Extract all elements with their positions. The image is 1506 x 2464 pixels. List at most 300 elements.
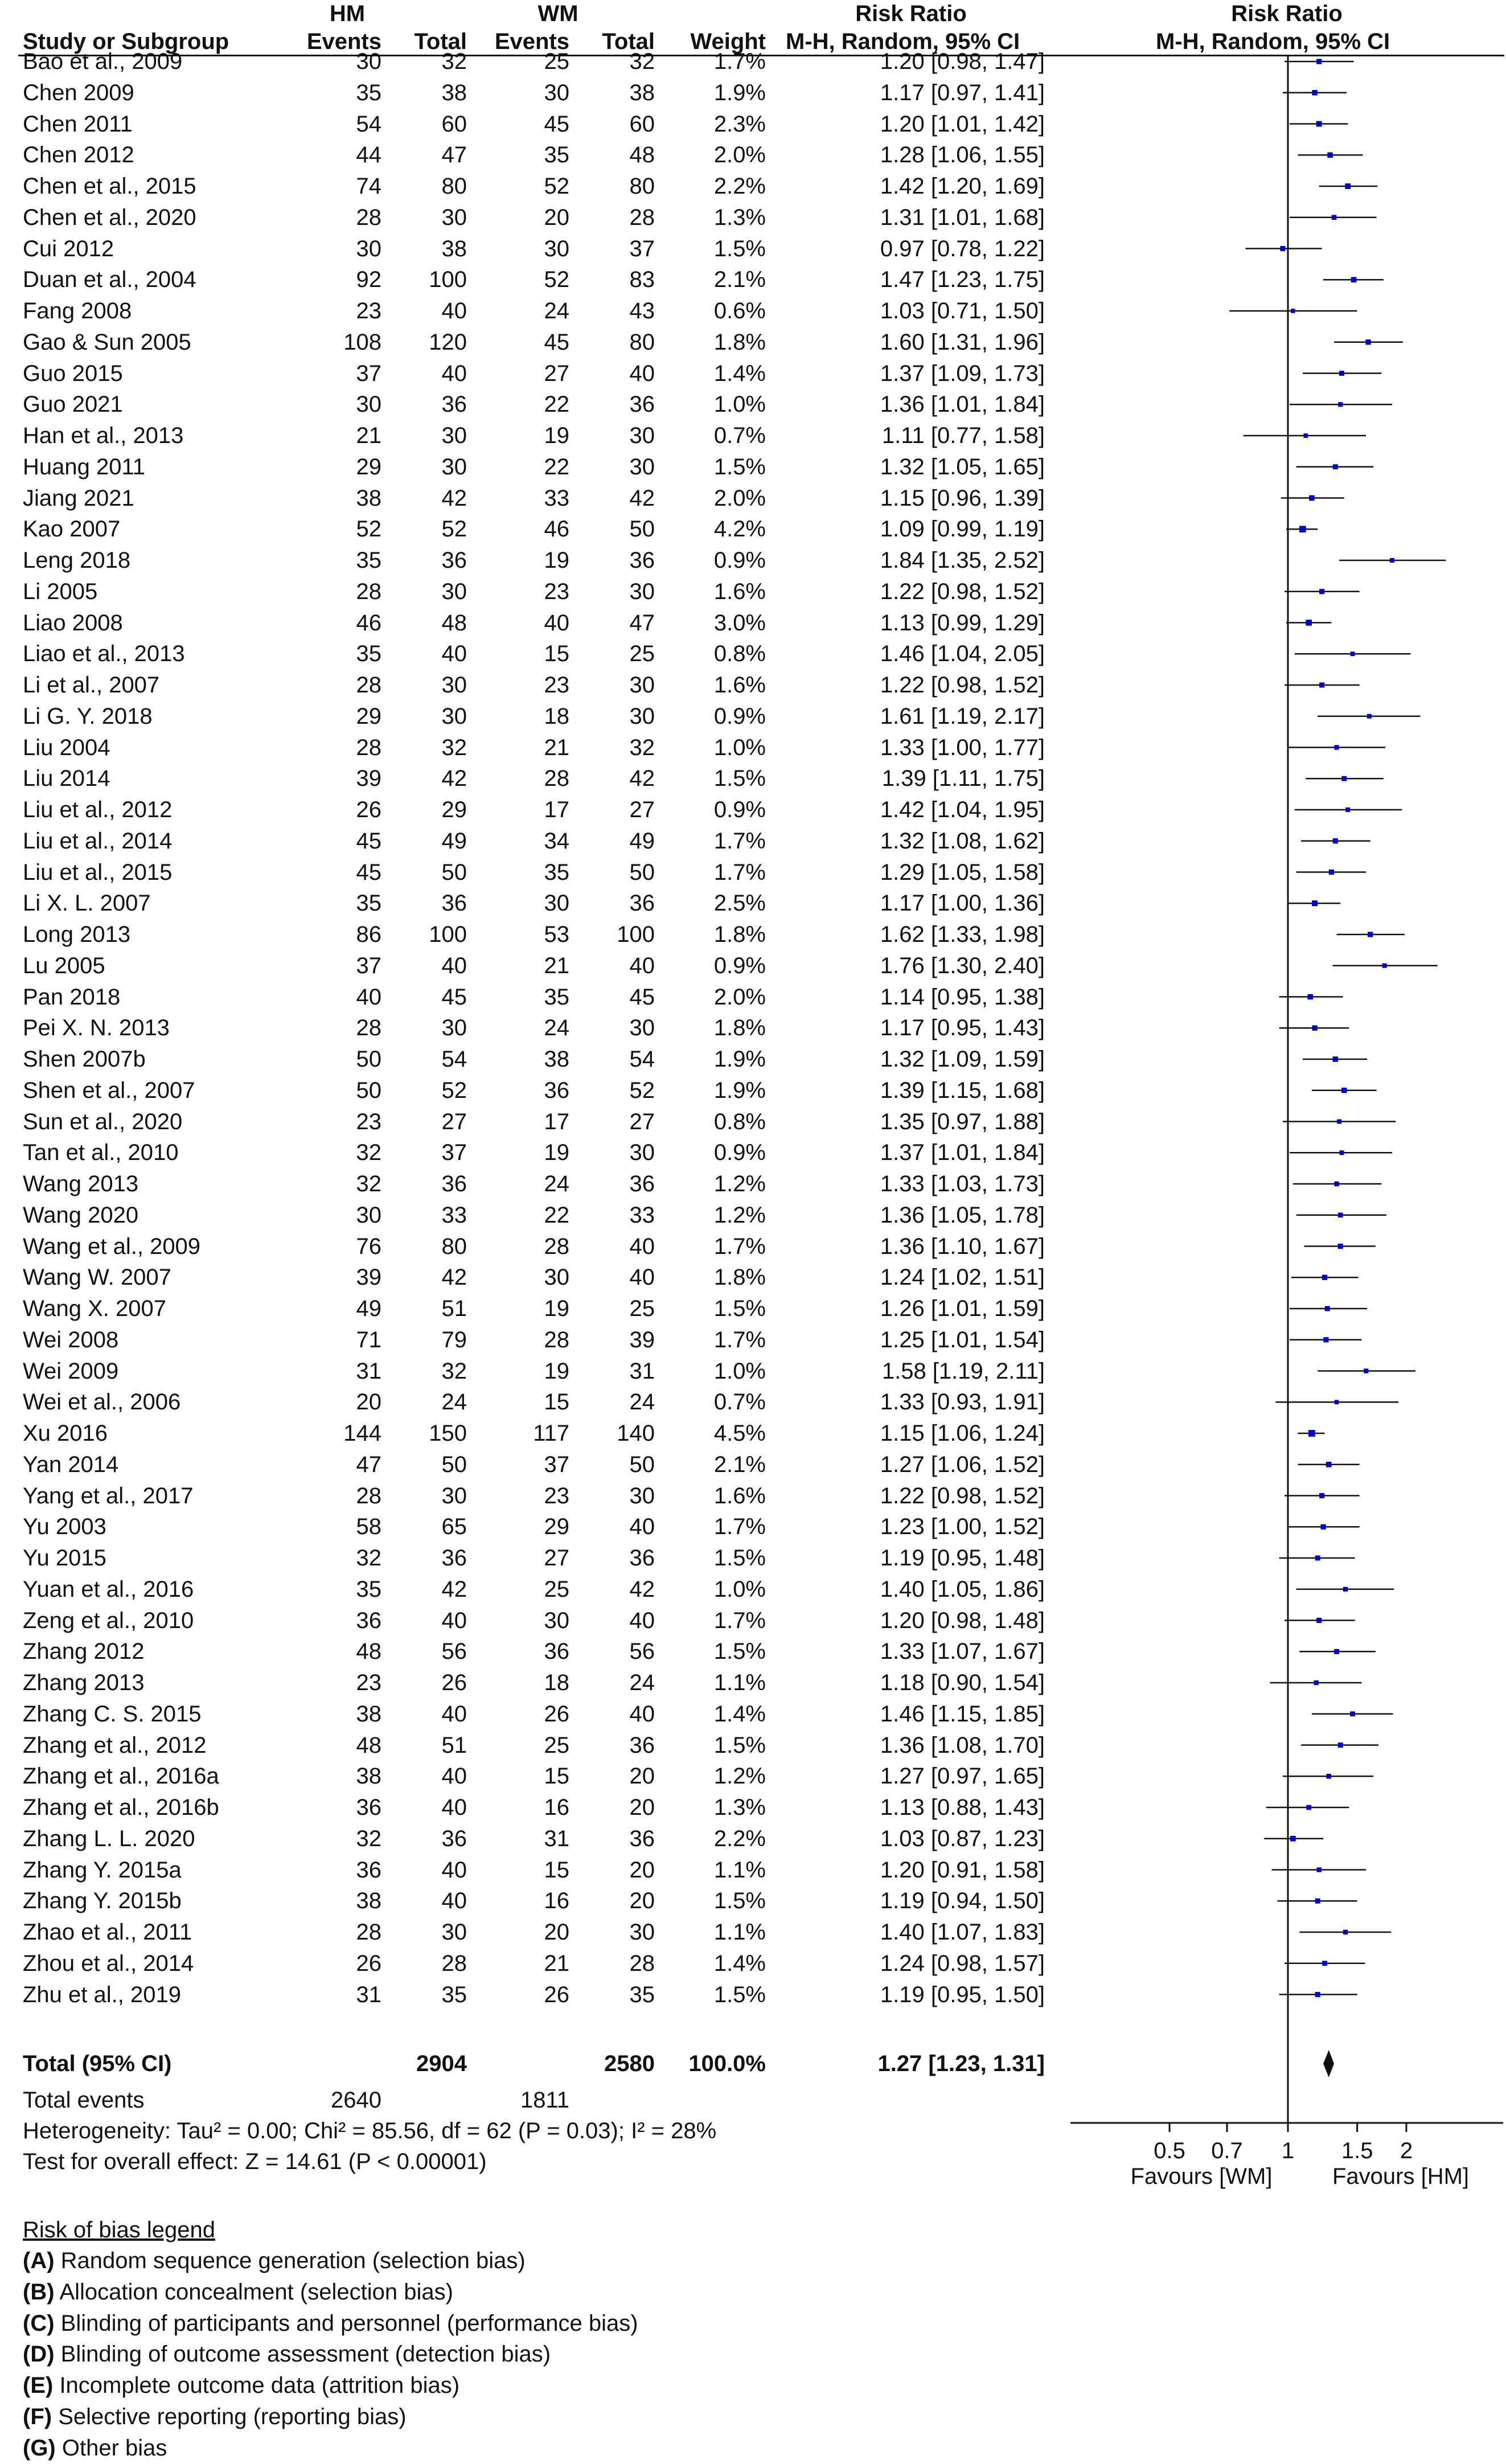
wm-events: 19: [544, 1140, 569, 1166]
rr-ci-value: 1.36 [1.01, 1.84]: [880, 392, 1045, 417]
wm-events: 16: [544, 1795, 569, 1820]
hm-total: 42: [441, 485, 467, 511]
wm-events: 20: [544, 1920, 569, 1945]
wm-total: 25: [629, 1296, 655, 1321]
wm-events: 27: [544, 1545, 569, 1571]
wm-total: 30: [629, 1140, 655, 1166]
effect-square: [1306, 620, 1312, 626]
study-name: Yu 2015: [23, 1545, 106, 1571]
wm-total: 20: [629, 1795, 655, 1820]
wm-events: 40: [544, 610, 569, 636]
hm-total: 40: [441, 1701, 467, 1727]
wm-total: 40: [629, 1608, 655, 1633]
hm-events: 46: [356, 610, 381, 636]
hm-total: 27: [441, 1109, 467, 1134]
effect-square: [1333, 838, 1338, 843]
weight-value: 1.6%: [713, 579, 766, 604]
study-name: Zhang L. L. 2020: [23, 1826, 195, 1851]
hm-events: 52: [356, 516, 381, 542]
hm-total: 30: [441, 1920, 467, 1945]
study-name: Shen et al., 2007: [23, 1077, 195, 1103]
effect-square: [1327, 152, 1333, 158]
hm-events: 31: [356, 1982, 381, 2007]
overall-effect-text: Test for overall effect: Z = 14.61 (P < 0.00001): [23, 2149, 487, 2174]
weight-value: 1.7%: [713, 1608, 766, 1633]
effect-square: [1306, 1805, 1311, 1810]
effect-square: [1335, 1400, 1339, 1404]
rr-ci-value: 1.46 [1.15, 1.85]: [880, 1701, 1045, 1727]
weight-value: 1.6%: [713, 1483, 766, 1508]
hm-total: 42: [441, 766, 467, 792]
study-name: Liao 2008: [23, 610, 123, 636]
wm-events: 37: [544, 1452, 569, 1477]
hm-events: 23: [356, 1670, 381, 1695]
weight-value: 2.0%: [713, 485, 766, 511]
legend-item: [23, 2247, 526, 2274]
hm-events: 23: [356, 298, 381, 323]
hm-events: 28: [356, 1483, 381, 1508]
study-name: Han et al., 2013: [23, 423, 184, 448]
hm-events: 28: [356, 204, 381, 230]
study-name: Kao 2007: [23, 516, 121, 542]
rr-ci-value: 1.25 [1.01, 1.54]: [880, 1327, 1045, 1352]
legend-item-key: (E): [23, 2373, 54, 2398]
hm-total: 29: [441, 797, 467, 822]
study-name: Wang et al., 2009: [23, 1233, 201, 1259]
hm-total: 40: [441, 1857, 467, 1883]
wm-total: 40: [629, 1701, 655, 1727]
study-name: Wei et al., 2006: [23, 1389, 181, 1415]
study-name: Pei X. N. 2013: [23, 1015, 170, 1041]
rr-ci-value: 1.60 [1.31, 1.96]: [880, 329, 1045, 355]
wm-events: 22: [544, 454, 569, 479]
effect-square: [1364, 1368, 1368, 1373]
hm-total: 40: [441, 1795, 467, 1820]
wm-events: 30: [544, 80, 569, 105]
hm-events: 37: [356, 360, 381, 386]
rr-ci-value: 1.27 [1.06, 1.52]: [880, 1452, 1045, 1477]
wm-total: 50: [629, 859, 655, 885]
effect-square: [1315, 1556, 1320, 1561]
wm-total: 36: [629, 392, 655, 417]
rr-ci-value: 1.40 [1.07, 1.83]: [880, 1920, 1045, 1945]
wm-total: 24: [629, 1670, 655, 1695]
weight-value: 1.2%: [713, 1202, 766, 1228]
study-name: Li et al., 2007: [23, 673, 160, 698]
wm-events: 19: [544, 548, 569, 573]
effect-square: [1333, 1056, 1338, 1061]
weight-value: 1.3%: [713, 204, 766, 230]
hm-events: 35: [356, 1576, 381, 1602]
study-name: Chen 2012: [23, 142, 134, 168]
effect-square: [1382, 964, 1387, 968]
study-name: Zhang Y. 2015a: [23, 1857, 182, 1883]
effect-square: [1343, 1587, 1348, 1592]
total-hm-n: 2904: [416, 2051, 467, 2076]
weight-value: 1.7%: [713, 1327, 766, 1352]
weight-value: 1.6%: [713, 673, 766, 698]
study-name: Guo 2015: [23, 360, 123, 386]
study-name: Yu 2003: [23, 1514, 106, 1540]
study-name: Chen 2009: [23, 80, 134, 105]
rr-ci-value: 1.35 [0.97, 1.88]: [880, 1109, 1045, 1134]
effect-square: [1341, 776, 1347, 781]
hm-total: 26: [441, 1670, 467, 1695]
wm-total: 83: [629, 267, 655, 293]
wm-total: 40: [629, 1233, 655, 1259]
hm-events: 35: [356, 891, 381, 916]
total-events-wm: 1811: [520, 2088, 569, 2113]
rr-ci-value: 1.19 [0.95, 1.50]: [880, 1982, 1045, 2007]
rr-ci-value: 1.33 [1.07, 1.67]: [880, 1639, 1045, 1664]
wm-total: 40: [629, 360, 655, 386]
hm-events: 26: [356, 797, 381, 822]
rr-ci-value: 1.37 [1.09, 1.73]: [880, 360, 1045, 386]
hm-events: 28: [356, 1920, 381, 1945]
risk-ratio-header-left: Risk Ratio: [855, 1, 967, 26]
rr-ci-value: 1.20 [0.98, 1.47]: [880, 49, 1045, 74]
hm-total: 40: [441, 298, 467, 323]
wm-total: 45: [629, 984, 655, 1010]
hm-events: 30: [356, 392, 381, 417]
hm-events: 30: [356, 236, 381, 261]
legend-item: [23, 2434, 167, 2462]
study-name: Wang 2020: [23, 1202, 139, 1228]
rr-ci-value: 1.42 [1.20, 1.69]: [880, 174, 1045, 199]
wm-total: 50: [629, 516, 655, 542]
study-name: Zhang et al., 2012: [23, 1732, 207, 1758]
wm-events: 18: [544, 703, 569, 729]
effect-square: [1308, 1430, 1315, 1437]
study-name: Liao et al., 2013: [23, 641, 185, 667]
wm-events: 25: [544, 1576, 569, 1602]
rr-ci-value: 1.39 [1.11, 1.75]: [881, 766, 1045, 792]
wm-total: 49: [629, 828, 655, 854]
hm-events: 38: [356, 1701, 381, 1727]
wm-events: 45: [544, 329, 569, 355]
wm-events: 28: [544, 766, 569, 792]
wm-events: 36: [544, 1077, 569, 1103]
weight-value: 1.7%: [713, 1233, 766, 1259]
wm-events: 15: [544, 1857, 569, 1883]
hm-events: 39: [356, 1265, 381, 1290]
wm-events: 29: [544, 1514, 569, 1540]
hm-total: 54: [441, 1047, 467, 1072]
weight-value: 4.2%: [713, 516, 766, 542]
legend-item: [23, 2310, 638, 2337]
legend-item-key: (G): [23, 2435, 56, 2461]
weight-value: 4.5%: [713, 1421, 766, 1446]
study-name: Zhou et al., 2014: [23, 1950, 194, 1976]
legend-item: [23, 2403, 407, 2430]
weight-value: 1.2%: [713, 1171, 766, 1196]
hm-events: 23: [356, 1109, 381, 1134]
wm-total: 32: [629, 49, 655, 74]
hm-total: 52: [441, 1077, 467, 1103]
hm-total: 51: [441, 1732, 467, 1758]
hm-total: 36: [441, 1545, 467, 1571]
weight-value: 1.1%: [713, 1920, 766, 1945]
weight-value: 2.3%: [713, 111, 766, 137]
wm-total: 36: [629, 1826, 655, 1851]
wm-events: 30: [544, 1608, 569, 1633]
hm-total: 30: [441, 1015, 467, 1041]
wm-total: 20: [629, 1764, 655, 1789]
hm-events: 48: [356, 1639, 381, 1664]
wm-total: 80: [629, 174, 655, 199]
hm-events: 32: [356, 1545, 381, 1571]
weight-value: 1.5%: [713, 766, 766, 792]
hm-total: 50: [441, 1452, 467, 1477]
wm-events: 25: [544, 49, 569, 74]
wm-events: 24: [544, 1171, 569, 1196]
wm-total: 30: [629, 1015, 655, 1041]
study-name: Liu et al., 2014: [23, 828, 173, 854]
wm-total: 28: [629, 204, 655, 230]
study-name: Yuan et al., 2016: [23, 1576, 194, 1602]
study-name: Tan et al., 2010: [23, 1140, 179, 1166]
hm-events: 28: [356, 735, 381, 760]
weight-value: 1.0%: [713, 735, 766, 760]
effect-square: [1317, 1867, 1322, 1872]
study-name: Sun et al., 2020: [23, 1109, 183, 1134]
wm-events: 25: [544, 1732, 569, 1758]
rr-ci-value: 1.32 [1.09, 1.59]: [880, 1047, 1045, 1072]
wm-total: 42: [629, 766, 655, 792]
study-name: Pan 2018: [23, 984, 121, 1010]
legend-item: [23, 2278, 453, 2306]
hm-total: 48: [441, 610, 467, 636]
hm-events: 38: [356, 485, 381, 511]
effect-square: [1312, 1026, 1317, 1031]
hm-total: 24: [441, 1389, 467, 1415]
study-name: Leng 2018: [23, 548, 131, 573]
hm-total: 40: [441, 1764, 467, 1789]
hm-events: 74: [356, 174, 381, 199]
rr-ci-value: 1.20 [1.01, 1.42]: [880, 111, 1045, 137]
hm-total: 45: [441, 984, 467, 1010]
wm-total: 27: [629, 1109, 655, 1134]
wm-total: 30: [629, 1483, 655, 1508]
wm-total: 40: [629, 953, 655, 978]
effect-square: [1319, 1493, 1324, 1498]
wm-total: 43: [629, 298, 655, 323]
weight-value: 1.4%: [713, 360, 766, 386]
weight-value: 1.9%: [713, 1077, 766, 1103]
hm-total: 30: [441, 579, 467, 604]
hm-total: 60: [441, 111, 467, 137]
effect-square: [1338, 1212, 1343, 1217]
wm-total: 36: [629, 1732, 655, 1758]
weight-value: 1.7%: [713, 859, 766, 885]
hm-events: 35: [356, 548, 381, 573]
legend-item: [23, 2372, 459, 2399]
rr-ci-value: 1.36 [1.10, 1.67]: [880, 1233, 1045, 1259]
hm-total: 36: [441, 392, 467, 417]
rr-ci-value: 1.23 [1.00, 1.52]: [880, 1514, 1045, 1540]
weight-value: 0.9%: [713, 797, 766, 822]
weight-value: 1.5%: [713, 1545, 766, 1571]
hm-events: 36: [356, 1857, 381, 1883]
effect-square: [1365, 339, 1370, 345]
effect-square: [1319, 682, 1324, 687]
wm-events: 18: [544, 1670, 569, 1695]
wm-events: 22: [544, 392, 569, 417]
hm-events: 45: [356, 828, 381, 854]
wm-events: 28: [544, 1233, 569, 1259]
effect-square: [1315, 1992, 1320, 1997]
wm-events: 17: [544, 797, 569, 822]
effect-square: [1319, 589, 1324, 594]
wm-total: 36: [629, 1545, 655, 1571]
wm-events: 19: [544, 423, 569, 448]
hm-events: 86: [356, 922, 381, 947]
study-name: Zhang C. S. 2015: [23, 1701, 202, 1727]
wm-events: 26: [544, 1701, 569, 1727]
wm-total: 36: [629, 891, 655, 916]
rr-ci-value: 1.76 [1.30, 2.40]: [880, 953, 1045, 978]
effect-square: [1334, 1649, 1339, 1654]
wm-total: 35: [629, 1982, 655, 2007]
x-tick-label: 1: [1281, 2138, 1295, 2163]
weight-value: 1.5%: [713, 1732, 766, 1758]
effect-square: [1334, 1182, 1339, 1187]
effect-square: [1333, 464, 1338, 469]
effect-square: [1316, 121, 1322, 127]
wm-total: 27: [629, 797, 655, 822]
wm-events: 15: [544, 1764, 569, 1789]
rr-ci-value: 1.15 [0.96, 1.39]: [880, 485, 1045, 511]
hm-events: 48: [356, 1732, 381, 1758]
wm-events: 27: [544, 360, 569, 386]
rr-ci-value: 1.33 [1.03, 1.73]: [880, 1171, 1045, 1196]
hm-total: 37: [441, 1140, 467, 1166]
wm-total: 42: [629, 485, 655, 511]
rr-ci-value: 1.20 [0.91, 1.58]: [880, 1857, 1045, 1883]
wm-total: 20: [629, 1888, 655, 1914]
weight-value: 1.3%: [713, 1795, 766, 1820]
effect-square: [1339, 371, 1344, 376]
hm-events: 31: [356, 1358, 381, 1384]
rr-ci-value: 1.47 [1.23, 1.75]: [880, 267, 1045, 293]
rr-ci-value: 1.36 [1.05, 1.78]: [880, 1202, 1045, 1228]
rr-ci-value: 1.03 [0.87, 1.23]: [880, 1826, 1045, 1851]
rr-ci-value: 1.28 [1.06, 1.55]: [880, 142, 1045, 168]
rr-ci-value: 1.39 [1.15, 1.68]: [880, 1077, 1045, 1103]
rr-ci-value: 1.13 [0.88, 1.43]: [880, 1795, 1045, 1820]
wm-events: 20: [544, 204, 569, 230]
effect-square: [1350, 1711, 1355, 1716]
rr-ci-value: 1.17 [0.95, 1.43]: [880, 1015, 1045, 1041]
weight-value: 1.9%: [713, 80, 766, 105]
hm-events: 76: [356, 1233, 381, 1259]
wm-total: 24: [629, 1389, 655, 1415]
hm-events: 28: [356, 579, 381, 604]
effect-square: [1323, 1337, 1328, 1342]
hm-events: 36: [356, 1795, 381, 1820]
wm-total: 47: [629, 610, 655, 636]
wm-events: 52: [544, 174, 569, 199]
hm-total: 47: [441, 142, 467, 168]
weight-value: 0.8%: [713, 1109, 766, 1134]
weight-value: 1.1%: [713, 1857, 766, 1883]
hm-total: 30: [441, 673, 467, 698]
legend-item-text: Random sequence generation (selection bias): [54, 2248, 526, 2273]
rr-ci-value: 1.31 [1.01, 1.68]: [880, 204, 1045, 230]
study-name: Wang 2013: [23, 1171, 139, 1196]
hm-total: 65: [441, 1514, 467, 1540]
hm-events: 44: [356, 142, 381, 168]
hm-events: 50: [356, 1077, 381, 1103]
wm-total: 30: [629, 673, 655, 698]
hm-events: 36: [356, 1608, 381, 1633]
wm-events: 19: [544, 1296, 569, 1321]
wm-total: 52: [629, 1077, 655, 1103]
hm-total: 42: [441, 1265, 467, 1290]
wm-events: 30: [544, 891, 569, 916]
weight-value: 1.0%: [713, 1358, 766, 1384]
wm-events: 33: [544, 485, 569, 511]
hm-total: 30: [441, 454, 467, 479]
hm-events: 20: [356, 1389, 381, 1415]
wm-total: 30: [629, 579, 655, 604]
wm-total: 36: [629, 1171, 655, 1196]
hm-total: 51: [441, 1296, 467, 1321]
wm-total: 140: [617, 1421, 655, 1446]
wm-events: 35: [544, 142, 569, 168]
effect-square: [1338, 402, 1343, 407]
wm-events: 21: [544, 735, 569, 760]
study-name: Liu et al., 2015: [23, 859, 173, 885]
rr-ci-value: 1.32 [1.05, 1.65]: [880, 454, 1045, 479]
effect-square: [1314, 1680, 1318, 1685]
hm-total: 30: [441, 423, 467, 448]
study-name: Chen et al., 2020: [23, 204, 196, 230]
weight-value: 2.1%: [713, 267, 766, 293]
rr-ci-value: 1.36 [1.08, 1.70]: [880, 1732, 1045, 1758]
weight-value: 2.2%: [713, 1826, 766, 1851]
rr-ci-value: 1.03 [0.71, 1.50]: [880, 298, 1045, 323]
weight-value: 3.0%: [713, 610, 766, 636]
hm-events: 32: [356, 1140, 381, 1166]
wm-events: 16: [544, 1888, 569, 1914]
weight-header: Weight: [690, 29, 766, 54]
effect-square: [1338, 1743, 1343, 1748]
study-name: Liu et al., 2012: [23, 797, 173, 822]
effect-square: [1290, 1836, 1296, 1842]
study-name: Duan et al., 2004: [23, 267, 196, 293]
hm-total: 49: [441, 828, 467, 854]
hm-total: 30: [441, 1483, 467, 1508]
rr-ci-value: 1.84 [1.35, 2.52]: [880, 548, 1045, 573]
weight-value: 1.5%: [713, 1296, 766, 1321]
study-name: Lu 2005: [23, 953, 105, 978]
study-name: Guo 2021: [23, 392, 123, 417]
rr-ci-value: 1.19 [0.95, 1.48]: [880, 1545, 1045, 1571]
effect-square: [1315, 1899, 1320, 1904]
x-tick-label: 0.5: [1154, 2138, 1185, 2163]
hm-events: 38: [356, 1888, 381, 1914]
hm-total: 36: [441, 548, 467, 573]
rr-ci-value: 1.46 [1.04, 2.05]: [880, 641, 1045, 667]
wm-events: 117: [533, 1421, 569, 1446]
wm-total: 38: [629, 80, 655, 105]
effect-square: [1368, 932, 1373, 937]
weight-value: 2.0%: [713, 984, 766, 1010]
hm-events: 71: [356, 1327, 381, 1352]
legend-item-text: Blinding of outcome assessment (detection bias): [54, 2342, 551, 2367]
hm-total: 80: [441, 174, 467, 199]
